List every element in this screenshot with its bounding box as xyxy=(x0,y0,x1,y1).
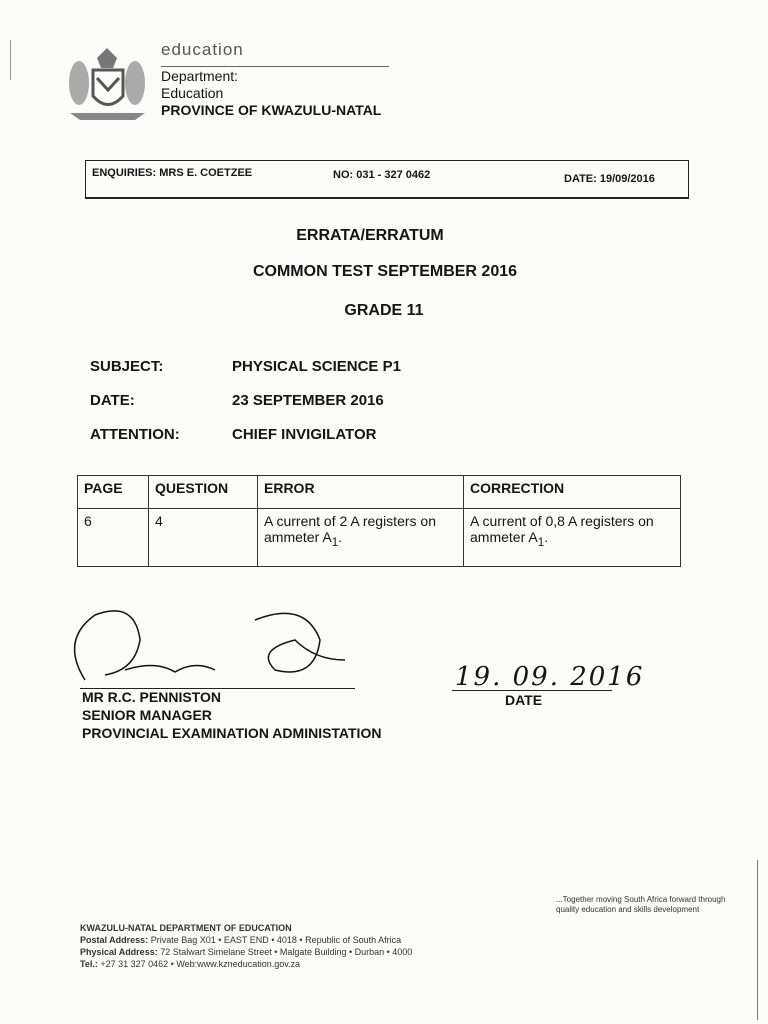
divider xyxy=(161,66,389,67)
subject-label: SUBJECT: xyxy=(90,358,164,375)
physical-label: Physical Address: xyxy=(80,947,158,957)
attention-label: ATTENTION: xyxy=(90,426,180,443)
subscript: 1 xyxy=(331,535,339,549)
cell-correction: A current of 0,8 A registers on ammeter $A_1$. xyxy=(464,509,681,567)
header-error: ERROR xyxy=(258,476,464,509)
header-question: QUESTION xyxy=(149,476,258,509)
errata-table xyxy=(77,475,681,567)
dept-label: Department: xyxy=(161,68,239,84)
correction-text: A current of 0,8 A registers on ammeter A xyxy=(470,513,654,545)
postal-address: Private Bag X01 • EAST END • 4018 • Republic of South Africa xyxy=(150,935,402,945)
fields-values xyxy=(232,350,401,452)
cell-question: 4 xyxy=(149,509,258,567)
coat-of-arms-logo xyxy=(65,38,150,123)
header-page: PAGE xyxy=(78,476,149,509)
slogan-line1: ...Together moving South Africa forward through xyxy=(556,895,726,904)
header-correction: CORRECTION xyxy=(464,476,681,509)
enquiries: ENQUIRIES: MRS E. COETZEE xyxy=(92,167,253,179)
grade: GRADE 11 xyxy=(344,302,424,319)
attention-value: CHIEF INVIGILATOR xyxy=(232,426,377,443)
cell-error: A current of 2 A registers on ammeter $A_1$. xyxy=(258,509,464,567)
dept-name: Education xyxy=(161,85,224,101)
subscript: 1 xyxy=(537,535,545,549)
issue-date: DATE: 19/09/2016 xyxy=(564,173,655,185)
fields-labels xyxy=(90,350,180,452)
slogan-line2: quality education and skills development xyxy=(556,905,700,914)
footer-org: KWAZULU-NATAL DEPARTMENT OF EDUCATION xyxy=(80,923,292,933)
signatory-name: MR R.C. PENNISTON xyxy=(82,689,221,705)
signatory-role: SENIOR MANAGER xyxy=(82,707,212,723)
slogan xyxy=(556,895,725,915)
physical-address: 72 Stalwart Simelane Street • Malgate Building • Durban • 4000 xyxy=(160,947,413,957)
table-header xyxy=(78,476,681,509)
phone-number: NO: 031 - 327 0462 xyxy=(333,169,431,181)
enquiries-box xyxy=(85,160,689,199)
date-label: DATE: xyxy=(90,392,135,409)
document-subtitle: COMMON TEST SEPTEMBER 2016 xyxy=(252,263,518,280)
tel-web: +27 31 327 0462 • Web:www.kzneducation.gov.za xyxy=(100,959,301,969)
subject-value: PHYSICAL SCIENCE P1 xyxy=(232,358,401,375)
footer xyxy=(80,922,412,970)
scan-edge xyxy=(757,860,758,1020)
postal-label: Postal Address: xyxy=(80,935,149,945)
date-caption: DATE xyxy=(505,692,543,708)
signatory xyxy=(82,688,381,742)
tel-label: Tel.: xyxy=(80,959,98,969)
province-name: PROVINCE OF KWAZULU-NATAL xyxy=(161,102,382,118)
date-value: 23 SEPTEMBER 2016 xyxy=(232,392,384,409)
handwritten-date: 19. 09. 2016 xyxy=(455,662,645,692)
signature-image xyxy=(55,600,355,690)
table-row xyxy=(78,509,681,567)
scan-edge xyxy=(10,40,11,80)
signatory-dept: PROVINCIAL EXAMINATION ADMINISTATION xyxy=(82,725,382,741)
letterhead-text xyxy=(161,68,381,119)
brand-text: education xyxy=(161,40,244,59)
document-title: ERRATA/ERRATUM xyxy=(296,227,444,244)
cell-page: 6 xyxy=(78,509,149,567)
date-line xyxy=(452,690,612,691)
error-text: A current of 2 A registers on ammeter A xyxy=(264,513,436,545)
